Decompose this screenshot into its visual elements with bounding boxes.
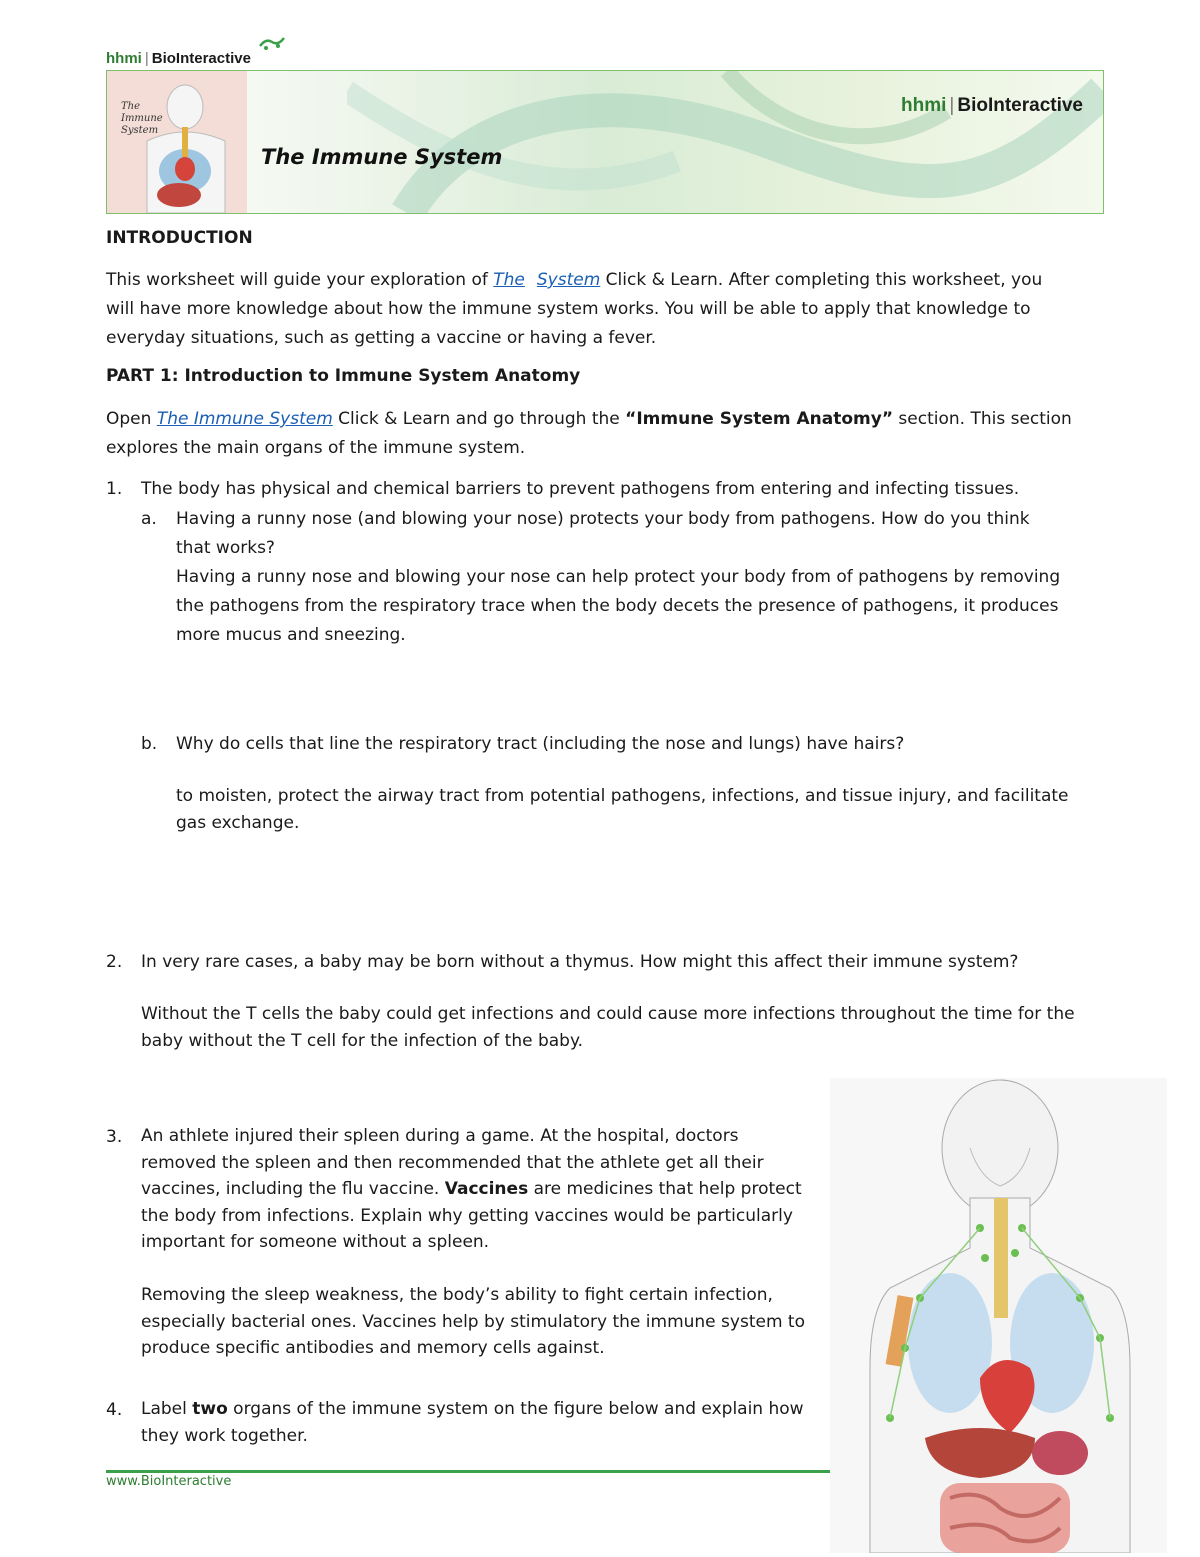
thumbnail-label: The Immune System <box>121 101 163 136</box>
q3-answer: Removing the sleep weakness, the body’s ability to fight certain infection, especially bacterial ones. Vaccines help by stimulatory the immune system to produce specific antibodies and memory cells against. <box>141 1285 805 1358</box>
footer-url[interactable]: www.BioInteractive <box>106 1474 232 1489</box>
intro-heading: INTRODUCTION <box>106 228 253 248</box>
logo-biointeractive: BioInteractive <box>151 50 251 67</box>
q2-answer: Without the T cells the baby could get infections and could cause more infections throughout the time for the baby without the T cell for the infection of the baby. <box>141 1004 1075 1051</box>
q1b-answer: to moisten, protect the airway tract from potential pathogens, infections, and tissue injury, and facilitate gas exchange. <box>176 786 1069 833</box>
banner-title: The Immune System <box>261 145 503 169</box>
banner-logo: hhmi | BioInteractive <box>901 95 1083 116</box>
q2-text: In very rare cases, a baby may be born without a thymus. How might this affect their immune system? <box>141 952 1019 972</box>
q2-number: 2. <box>106 952 123 972</box>
immune-system-link[interactable]: The <box>493 270 525 290</box>
q1-text: The body has physical and chemical barriers to prevent pathogens from entering and infecting tissues. <box>141 479 1020 499</box>
q1a-letter: a. <box>141 509 157 529</box>
part1-heading: PART 1: Introduction to Immune System Anatomy <box>106 366 581 386</box>
intro-paragraph: This worksheet will guide your exploration of The System Click & Learn. After completing this worksheet, you will have more knowledge about how the immune system works. You will be able to apply that knowledge to everyday situations, such as getting a vaccine or having a fever. <box>106 270 1043 348</box>
footer-divider <box>106 1470 830 1473</box>
q1b-letter: b. <box>141 734 158 754</box>
immune-system-click-learn-link[interactable]: The Immune System <box>156 409 333 429</box>
q1b-text: Why do cells that line the respiratory tract (including the nose and lungs) have hairs? <box>176 734 905 754</box>
title-banner <box>106 70 1104 214</box>
lizard-logo-icon <box>258 34 286 52</box>
anatomy-figure <box>830 1078 1167 1553</box>
q4-number: 4. <box>106 1400 123 1420</box>
q1a-text: Having a runny nose (and blowing your nose) protects your body from pathogens. How do you think that works? Having a runny nose and blowing your nose can help protect your body from of pathogens by removing the pathogens from the respiratory trace when the body decets the presence of pathogens, it produces more mucus and sneezing. <box>176 509 1061 645</box>
header-logo: hhmi | BioInteractive <box>106 50 251 67</box>
part1-instructions: Open The Immune System Click & Learn and go through the “Immune System Anatomy” section. This section explores the main organs of the immune system. <box>106 409 1072 458</box>
immune-system-anatomy-icon <box>830 1078 1167 1553</box>
q1-number: 1. <box>106 479 123 499</box>
banner-thumbnail <box>107 71 247 213</box>
banner-decoration <box>347 71 1103 213</box>
q3-text: An athlete injured their spleen during a game. At the hospital, doctors removed the spleen and then recommended that the athlete get all their vaccines, including the flu vaccine. Vaccines are medicines that help protect the body from infections. Explain why getting vaccines would be particularly important for someone without a spleen. <box>141 1126 802 1252</box>
body-thumbnail-icon <box>107 71 247 213</box>
immune-system-link-2[interactable]: System <box>536 270 601 290</box>
q3-number: 3. <box>106 1127 123 1147</box>
q4-text: Label two organs of the immune system on the figure below and explain how they work together. <box>141 1399 804 1446</box>
logo-hhmi: hhmi <box>106 50 142 67</box>
